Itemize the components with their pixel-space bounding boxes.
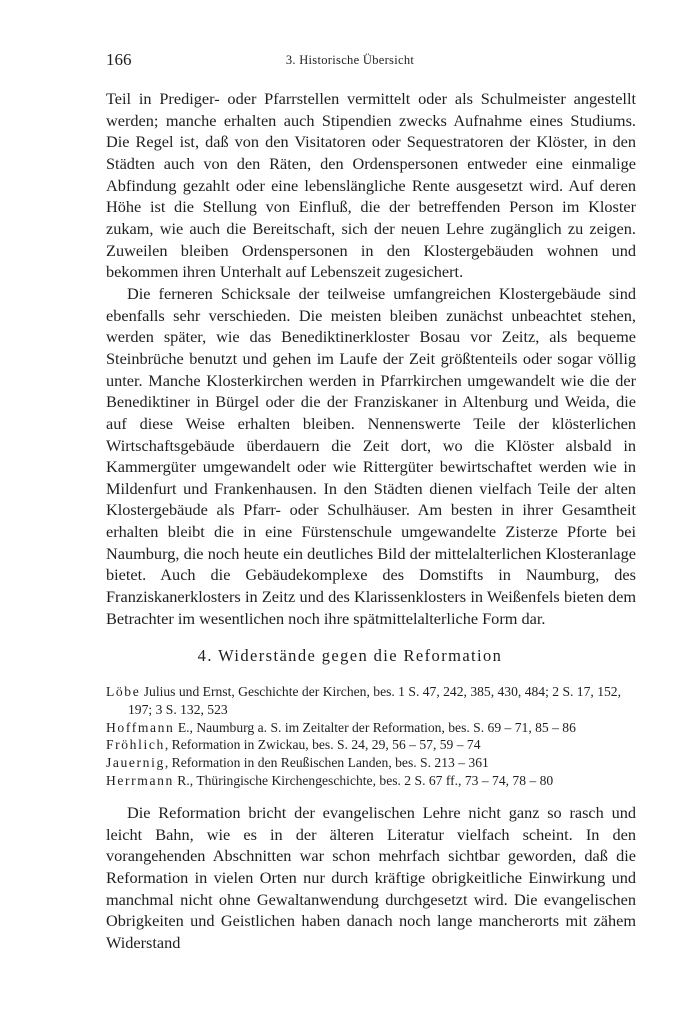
bibliography-entry (106, 719, 636, 737)
bibliography-author: Löbe (106, 684, 141, 699)
bibliography-entry (106, 736, 636, 754)
bibliography-entry (106, 683, 636, 719)
page-number: 166 (106, 50, 132, 69)
bibliography-entry (106, 754, 636, 772)
paragraph: Die ferneren Schicksale der teilweise umfangreichen Klostergebäude sind ebenfalls sehr verschieden. Die meisten bleiben zunächst unbeachtet stehen, werden später, wie das Benediktinerkloster Bosau vor Zeitz, als bequeme Steinbrüche benutzt und gehen im Laufe der Zeit größtenteils oder sogar völlig unter. Manche Klosterkirchen werden in Pfarrkirchen umgewandelt wie die der Benediktiner in Bürgel oder die der Franziskaner in Altenburg und Weida, die auf diese Weise erhalten bleiben. Nennenswerte Teile der klösterlichen Wirtschaftsgebäude überdauern die Zeit dort, wo die Klöster alsbald in Kammergüter umgewandelt oder wie Rittergüter bewirtschaftet werden wie in Mildenfurt und Frankenhausen. In den Städten dienen vielfach Teile der alten Klostergebäude als Pfarr- oder Schulhäuser. Am besten in ihrer Gesamtheit erhalten bleibt die in eine Fürstenschule umgewandelte Zisterze Pforte bei Naumburg, die noch heute ein deutliches Bild der mittelalterlichen Klosteranlage bietet. Auch die Gebäudekomplexe des Domstifts in Naumburg, des Franziskanerklosters in Zeitz und des Klarissenklosters in Weißenfels bieten dem Betrachter im wesentlichen noch ihre spätmittelalterliche Form dar. (106, 283, 636, 628)
paragraph: Teil in Prediger- oder Pfarrstellen vermittelt oder als Schulmeister angestellt werden; manche erhalten auch Stipendien zwecks Aufnahme eines Studiums. Die Regel ist, daß von den Visitatoren oder Sequestratoren der Klöster, in den Städten auch von den Räten, den Ordenspersonen entweder eine einmalige Abfindung gezahlt oder eine lebenslängliche Rente ausgesetzt wird. Auf deren Höhe ist die Stellung von Einfluß, die der betreffenden Person im Kloster zukam, wie auch die Bereitschaft, sich der neuen Lehre zugänglich zu zeigen. Zuweilen bleiben Ordenspersonen in den Klostergebäuden wohnen und bekommen ihren Unterhalt auf Lebenszeit zugesichert. (106, 89, 636, 282)
bibliography-text: , Reformation in den Reußischen Landen, bes. S. 213 – 361 (164, 755, 489, 771)
bibliography-text: Julius und Ernst, Geschichte der Kirchen, bes. 1 S. 47, 242, 385, 430, 484; 2 S. 17, 152, 197; 3 S. 132, 523 (128, 684, 621, 717)
bibliography (106, 683, 636, 790)
body-text-continued (106, 802, 636, 954)
paragraph: Die Reformation bricht der evangelischen Lehre nicht ganz so rasch und leicht Bahn, wie es in der älteren Literatur vielfach scheint. In den vorangehenden Abschnitten war schon mehrfach sichtbar geworden, daß die Reformation in vielen Orten nur durch kräftige obrigkeitliche Einwirkung und manchmal nicht ohne Gewaltanwendung durchgesetzt wird. Die evangelischen Obrigkeiten und Geistlichen haben danach noch lange mancherorts mit zähem Widerstand (106, 803, 636, 952)
bibliography-text: E., Naumburg a. S. im Zeitalter der Reformation, bes. S. 69 – 71, 85 – 86 (174, 719, 576, 735)
bibliography-author: Hoffmann (106, 719, 175, 735)
bibliography-text: , Reformation in Zwickau, bes. S. 24, 29, 56 – 57, 59 – 74 (164, 737, 481, 753)
bibliography-author: Jauernig (106, 755, 165, 771)
section-title: 4. Widerstände gegen die Reformation (197, 646, 503, 665)
running-title: 3. Historische Übersicht (285, 53, 415, 67)
bibliography-author: Fröhlich (106, 737, 165, 753)
bibliography-entry (106, 772, 636, 790)
bibliography-text: R., Thüringische Kirchengeschichte, bes. 2 S. 67 ff., 73 – 74, 78 – 80 (173, 772, 554, 788)
body-text (106, 88, 636, 629)
bibliography-author: Herrmann (106, 772, 174, 788)
